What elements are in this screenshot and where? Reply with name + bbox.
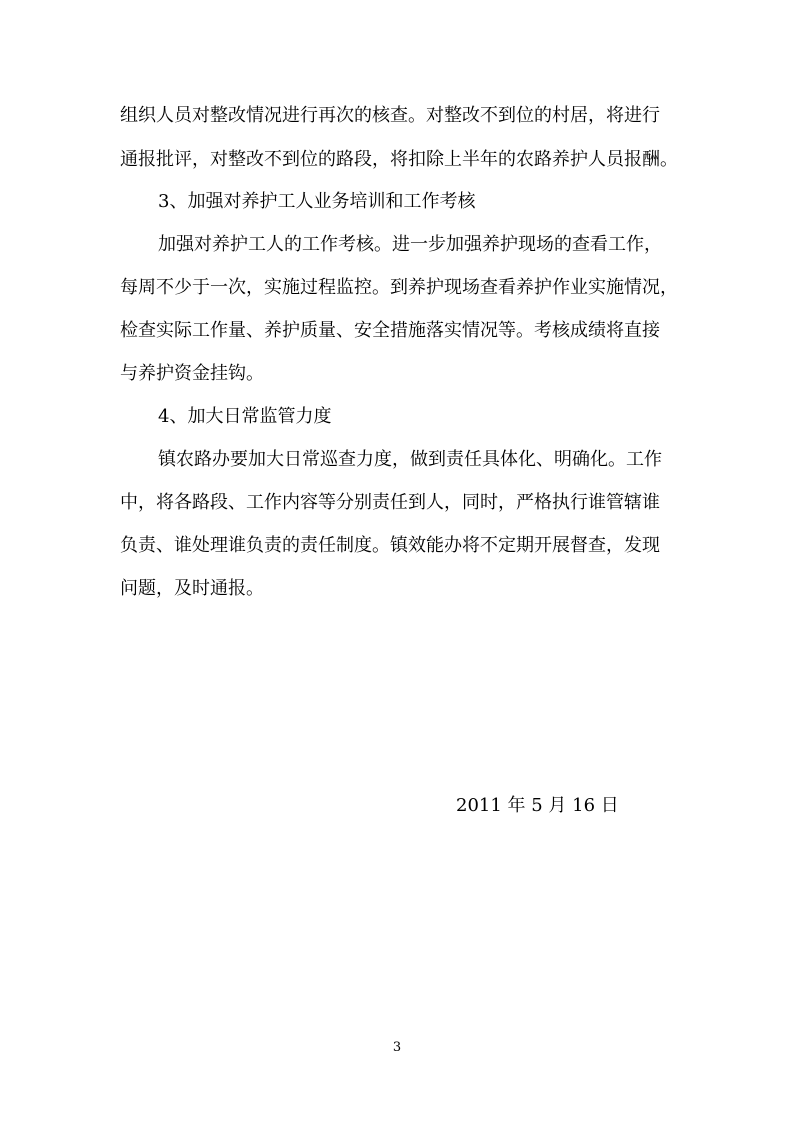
page-number: 3 — [392, 1040, 402, 1055]
paragraph-line: 加强对养护工人的工作考核。进一步加强养护现场的查看工作， — [158, 234, 662, 255]
paragraph-line: 检查实际工作量、养护质量、安全措施落实情况等。考核成绩将直接 — [120, 320, 660, 341]
section-heading: 3、加强对养护工人业务培训和工作考核 — [158, 191, 476, 212]
paragraph-line: 中，将各路段、工作内容等分别责任到人，同时，严格执行谁管辖谁 — [120, 492, 660, 513]
paragraph-line: 与养护资金挂钩。 — [120, 363, 264, 384]
paragraph-line: 每周不少于一次，实施过程监控。到养护现场查看养护作业实施情况， — [120, 277, 678, 298]
document-date: 2011 年 5 月 16 日 — [456, 795, 619, 816]
section-heading: 4、加大日常监管力度 — [158, 406, 332, 427]
paragraph-line: 通报批评，对整改不到位的路段，将扣除上半年的农路养护人员报酬。 — [120, 149, 678, 170]
paragraph-line: 负责、谁处理谁负责的责任制度。镇效能办将不定期开展督查，发现 — [120, 535, 660, 556]
paragraph-line: 问题，及时通报。 — [120, 578, 264, 599]
paragraph-line: 组织人员对整改情况进行再次的核查。对整改不到位的村居，将进行 — [120, 105, 660, 126]
paragraph-line: 镇农路办要加大日常巡查力度，做到责任具体化、明确化。工作 — [158, 449, 662, 470]
